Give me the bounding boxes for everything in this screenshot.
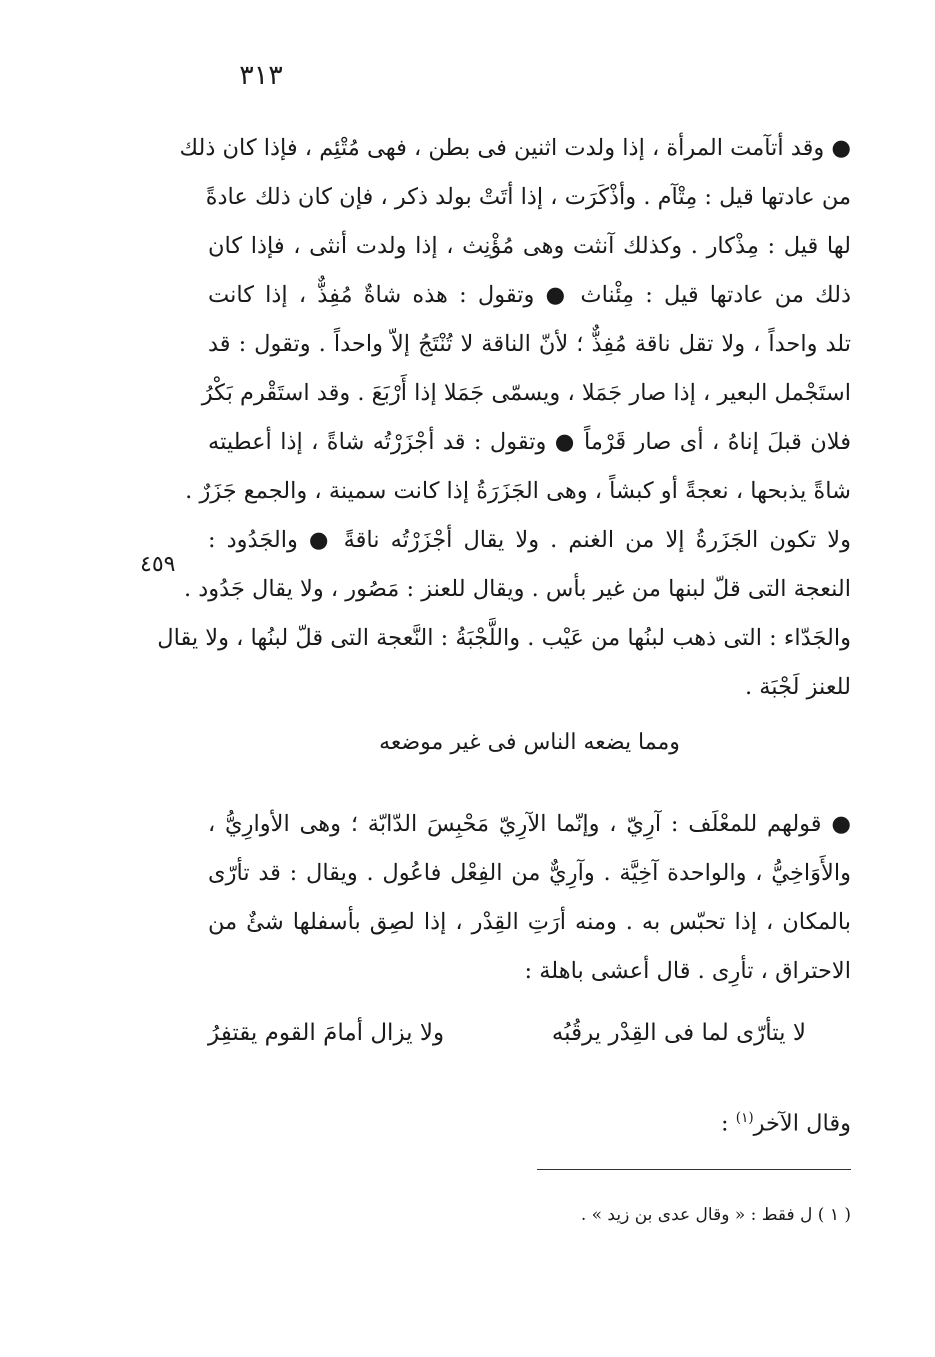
section-heading: ومما يضعه الناس فى غير موضعه	[379, 730, 680, 755]
poetry-verse	[208, 1020, 851, 1046]
text-line: والجَدّاء : التى ذهب لبنُها من عَيْب . واللَّجْبَةُ : النَّعجة التى قلّ لبنُها ، ولا يقال	[157, 625, 851, 651]
text-line: الاحتراق ، تأرِى . قال أعشى باهلة :	[524, 958, 851, 984]
text-line: للعنز لَجْبَة .	[744, 674, 851, 700]
footnote-marker: (١)	[735, 1110, 754, 1126]
verse-attribution-colon: :	[721, 1110, 736, 1137]
verse-attribution: وقال الآخر	[753, 1110, 851, 1137]
paragraph-2	[208, 800, 851, 996]
margin-number: ٤٥٩	[140, 552, 176, 577]
verse-left-hemistich: ولا يزال أمامَ القوم يقتفِرُ	[208, 1020, 445, 1046]
text-line: شاةً يذبحها ، نعجةً أو كبشاً ، وهى الجَزَرَةُ إذا كانت سمينة ، والجمع جَزَرٌ .	[185, 478, 851, 504]
text-line: ● قولهم للمعْلَف : آرِيّ ، وإنّما الآرِيّ مَحْبِسَ الدّابّة ؛ وهى الأوارِيُّ ،	[208, 811, 851, 837]
text-line: ذلك من عادتها قيل : مِئْناث ● وتقول : هذه شاةٌ مُفِذٌّ ، إذا كانت	[208, 282, 851, 308]
footnote-divider	[537, 1169, 851, 1170]
text-line: لها قيل : مِذْكار . وكذلك آنثت وهى مُؤْنِث ، إذا ولدت أنثى ، فإذا كان	[208, 233, 851, 259]
text-line: ولا تكون الجَزَرةُ إلا من الغنم . ولا يقال أجْزَرْتُه ناقةً ● والجَدُود :	[208, 527, 851, 553]
verse-attribution-line	[208, 1110, 851, 1137]
text-line: بالمكان ، إذا تحبّس به . ومنه أرَتِ القِدْر ، إذا لصِق بأسفلها شئٌ من	[208, 909, 851, 935]
footnote: ( ١ ) ل فقط : « وقال عدى بن زيد » .	[580, 1205, 851, 1225]
text-line: تلد واحداً ، ولا تقل ناقة مُفِذٌّ ؛ لأنّ الناقة لا تُنْتَجُ إلاّ واحداً . وتقول : قد	[208, 331, 851, 357]
verse-right-hemistich: لا يتأرّى لما فى القِدْر يرقُبُه	[551, 1020, 806, 1046]
text-line: والأَوَاخِيُّ ، والواحدة آخِيَّة . وآرِيٌّ من الفِعْل فاعُول . ويقال : قد تأرّى	[208, 860, 851, 886]
text-line: النعجة التى قلّ لبنها من غير بأس . ويقال للعنز : مَصُور ، ولا يقال جَدُود .	[183, 576, 851, 602]
page-number: ٣١٣	[239, 60, 283, 91]
text-line: من عادتها قيل : مِتْآم . وأذْكَرَت ، إذا أتَتْ بولد ذكر ، فإن كان ذلك عادةً	[205, 184, 851, 210]
text-line: ● وقد أتآمت المرأة ، إذا ولدت اثنين فى بطن ، فهى مُتْئِم ، فإذا كان ذلك	[179, 135, 851, 161]
text-line: استَجْمل البعير ، إذا صار جَمَلا ، ويسمّى جَمَلا إذا أَرْبَعَ . وقد استَقْرم بَكْرُ	[201, 380, 851, 406]
text-line: فلان قبلَ إناهُ ، أى صار قَرْماً ● وتقول : قد أجْزَرْتُه شاةً ، إذا أعطيته	[208, 429, 851, 455]
